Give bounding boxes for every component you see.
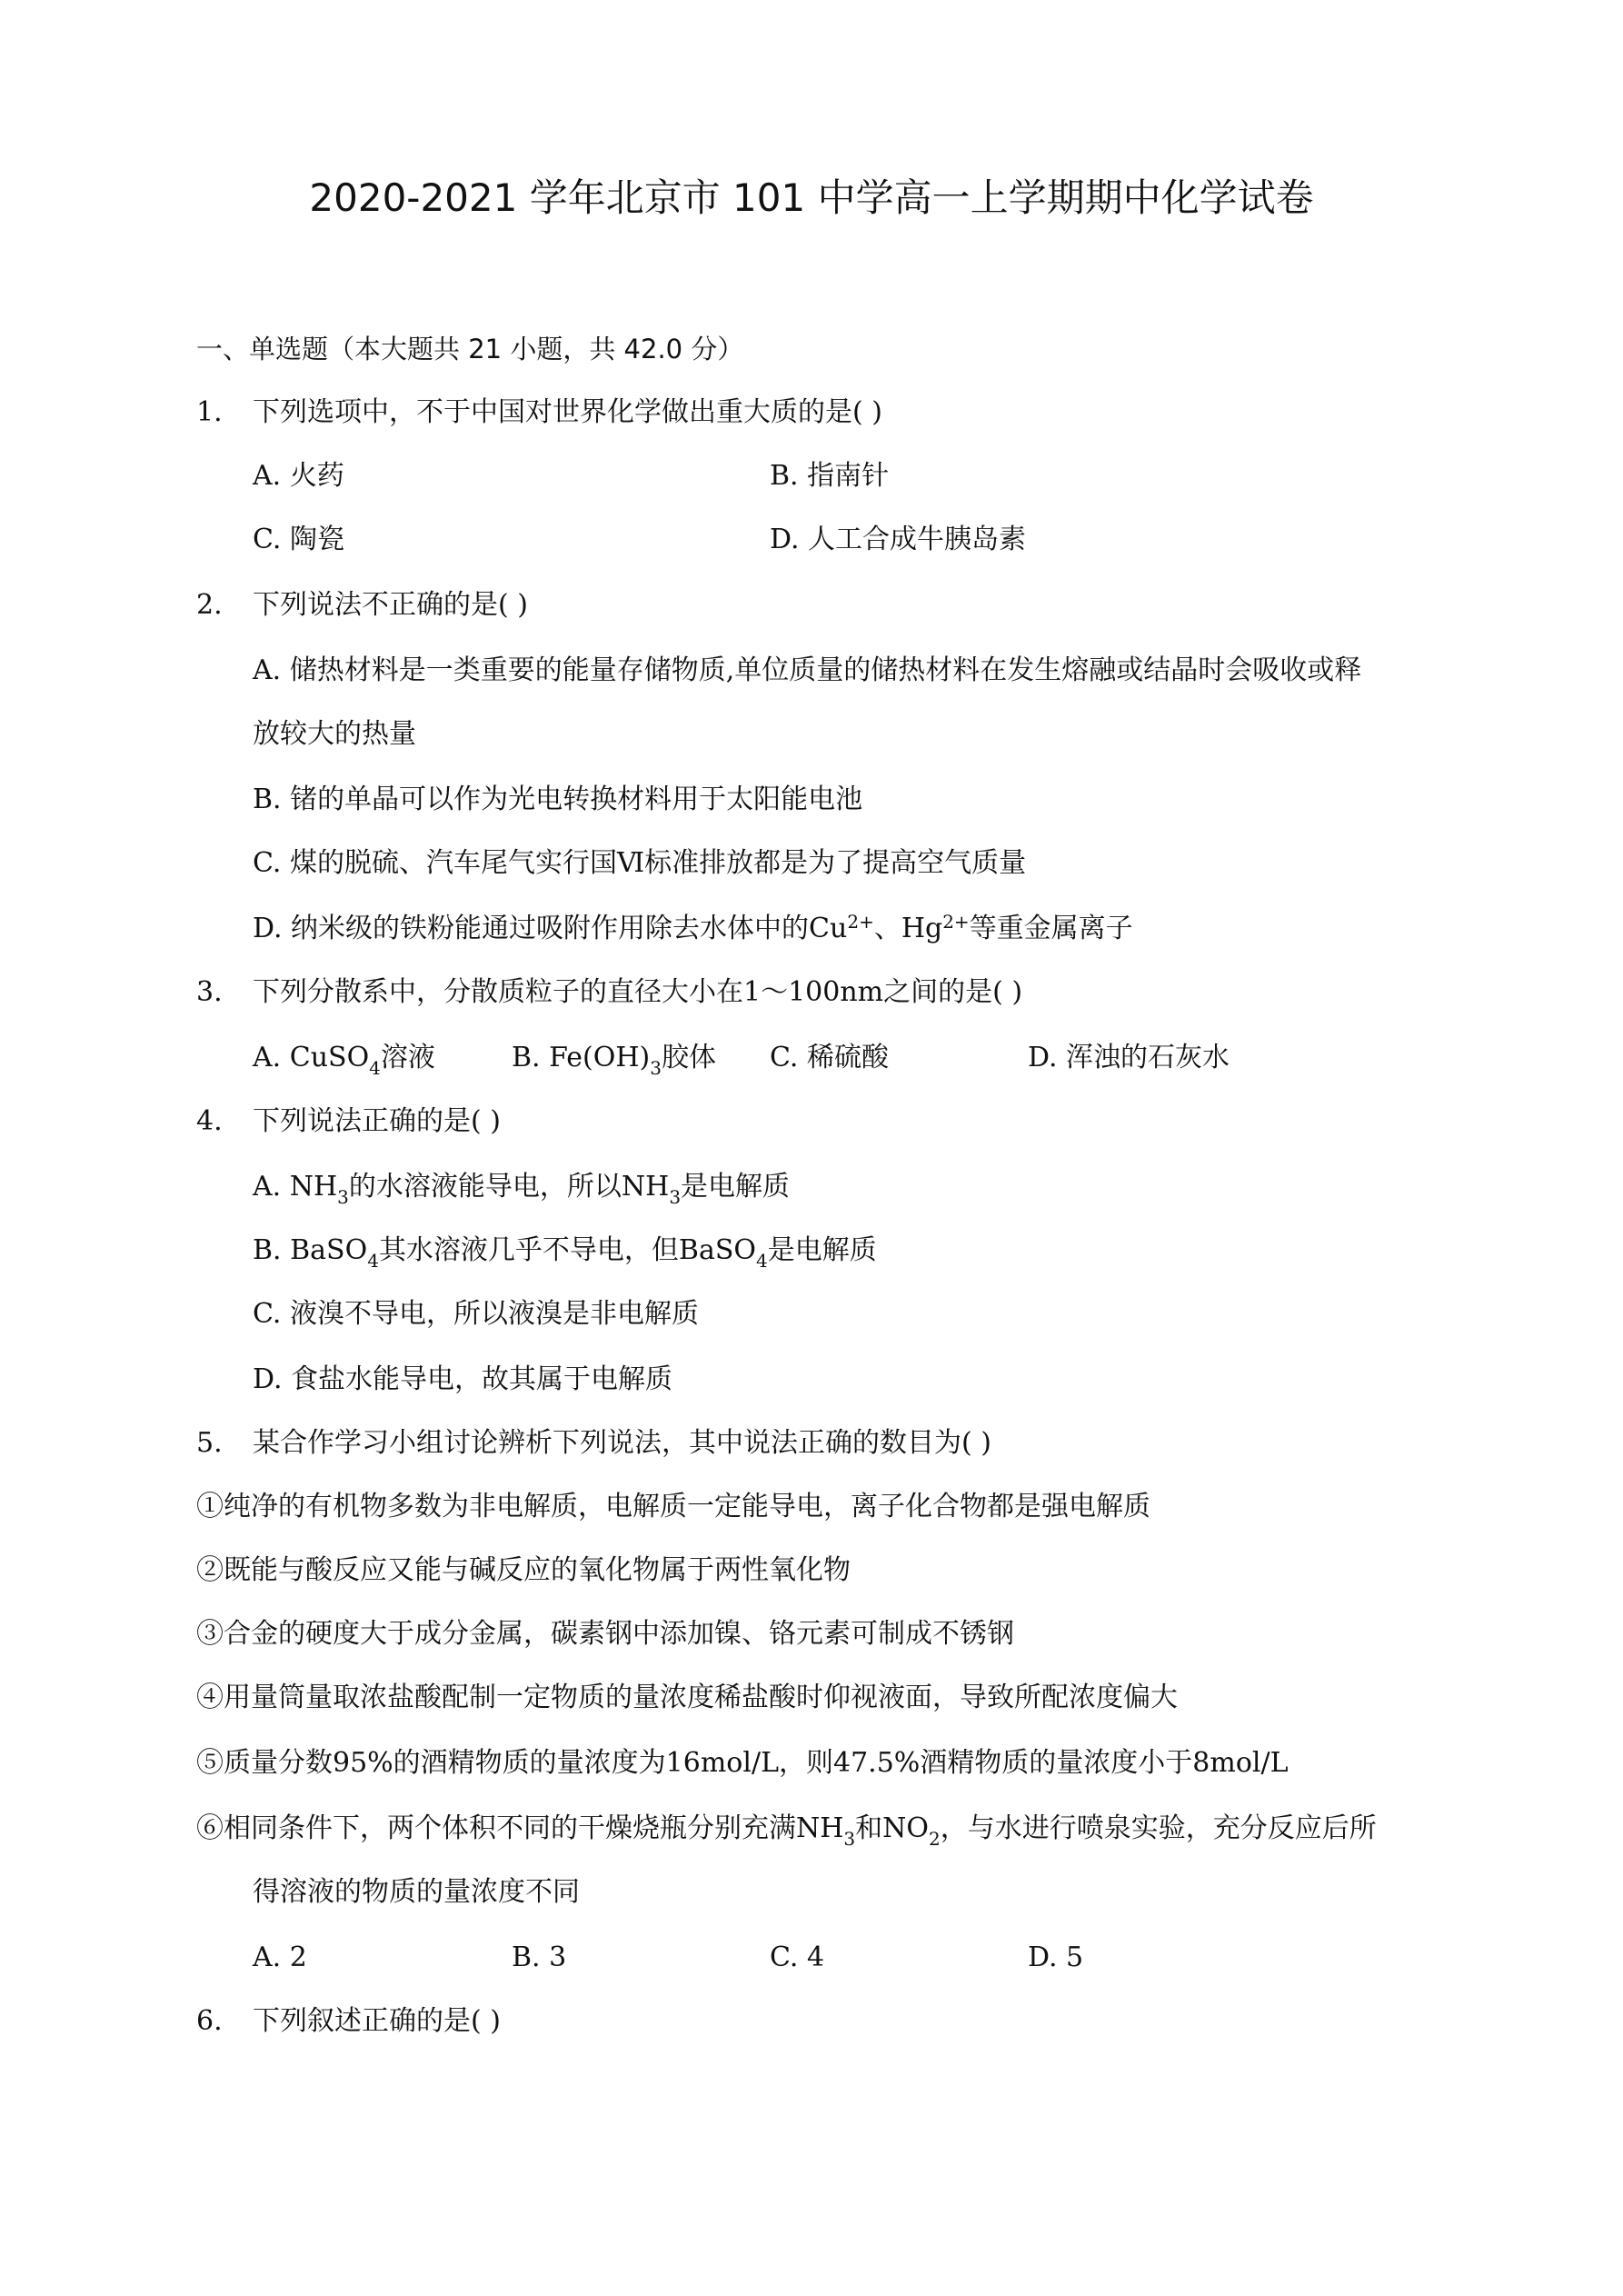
option-c: C. 陶瓷 — [253, 524, 344, 555]
question-number: 4. — [196, 1105, 223, 1137]
option-b-text: 其水溶液几乎不导电，但BaSO — [378, 1234, 757, 1266]
option-a: A. 2 — [253, 1942, 307, 1973]
statement-5: ⑤质量分数95%的酒精物质的量浓度为16mol/L，则47.5%酒精物质的量浓度小于8mol/L — [196, 1747, 1289, 1779]
statement-6-continuation: 得溶液的物质的量浓度不同 — [253, 1876, 580, 1908]
option-a — [253, 1038, 435, 1080]
option-b-text: B. Fe(OH) — [512, 1042, 651, 1073]
option-d-text: D. 纳米级的铁粉能通过吸附作用除去水体中的Cu — [253, 913, 848, 944]
statement-6-text: ，与水进行喷泉实验，充分反应后所 — [940, 1812, 1377, 1844]
option-c: C. 煤的脱硫、汽车尾气实行国Ⅵ标准排放都是为了提高空气质量 — [253, 847, 1027, 879]
subscript: 2 — [929, 1828, 941, 1850]
question-number: 6. — [196, 2005, 223, 2037]
option-d — [253, 909, 1133, 951]
option-b — [253, 1231, 877, 1273]
statement-6-text: 和NO — [855, 1812, 930, 1844]
subscript: 4 — [756, 1250, 768, 1272]
subscript: 3 — [337, 1186, 349, 1208]
question-number: 1. — [196, 396, 223, 428]
question-text: 下列说法正确的是( ) — [253, 1105, 501, 1137]
subscript: 3 — [650, 1057, 662, 1079]
statement-2: ②既能与酸反应又能与碱反应的氧化物属于两性氧化物 — [196, 1554, 851, 1586]
option-a: A. 储热材料是一类重要的能量存储物质,单位质量的储热材料在发生熔融或结晶时会吸收或释 — [253, 654, 1362, 686]
question-text: 下列说法不正确的是( ) — [253, 589, 528, 621]
question-number: 3. — [196, 976, 223, 1008]
option-a-text: A. CuSO — [253, 1042, 370, 1073]
option-b: B. 指南针 — [770, 460, 890, 492]
subscript: 4 — [367, 1250, 379, 1272]
option-c: C. 稀硫酸 — [770, 1042, 889, 1073]
statement-4: ④用量筒量取浓盐酸配制一定物质的量浓度稀盐酸时仰视液面，导致所配浓度偏大 — [196, 1682, 1178, 1713]
option-b: B. 锗的单晶可以作为光电转换材料用于太阳能电池 — [253, 784, 863, 815]
statement-6-text: ⑥相同条件下，两个体积不同的干燥烧瓶分别充满NH — [196, 1812, 844, 1844]
option-d-text: 、Hg — [873, 913, 943, 944]
option-c: C. 液溴不导电，所以液溴是非电解质 — [253, 1298, 699, 1330]
option-a-text: 溶液 — [380, 1042, 435, 1073]
question-number: 2. — [196, 589, 223, 621]
subscript: 3 — [669, 1186, 682, 1208]
statement-6 — [196, 1809, 1377, 1851]
option-a-text: 的水溶液能导电，所以NH — [348, 1171, 670, 1203]
subscript: 3 — [843, 1828, 856, 1850]
question-text: 下列选项中，不于中国对世界化学做出重大质的是( ) — [253, 396, 882, 428]
option-b-text: B. BaSO — [253, 1234, 368, 1266]
option-a-text: A. NH — [253, 1171, 338, 1203]
option-d: D. 人工合成牛胰岛素 — [770, 524, 1027, 555]
superscript: 2+ — [942, 911, 970, 933]
question-text: 某合作学习小组讨论辨析下列说法，其中说法正确的数目为( ) — [253, 1427, 991, 1459]
question-text: 下列叙述正确的是( ) — [253, 2005, 501, 2037]
option-d: D. 食盐水能导电，故其属于电解质 — [253, 1363, 673, 1395]
option-d: D. 5 — [1028, 1942, 1084, 1973]
option-a-text: 是电解质 — [681, 1171, 791, 1203]
question-number: 5. — [196, 1427, 223, 1459]
subscript: 4 — [369, 1057, 381, 1079]
superscript: 2+ — [847, 911, 874, 933]
option-a — [253, 1167, 790, 1209]
option-b — [512, 1038, 716, 1080]
page-title: 2020-2021 学年北京市 101 中学高一上学期期中化学试卷 — [309, 175, 1314, 220]
question-text: 下列分散系中，分散质粒子的直径大小在1～100nm之间的是( ) — [253, 976, 1023, 1008]
option-d-text: 等重金属离子 — [969, 913, 1133, 944]
option-a-continuation: 放较大的热量 — [253, 718, 416, 750]
option-d: D. 浑浊的石灰水 — [1028, 1042, 1230, 1073]
option-b-text: 胶体 — [661, 1042, 716, 1073]
option-a: A. 火药 — [253, 460, 344, 492]
option-b: B. 3 — [512, 1942, 567, 1973]
section-heading: 一、单选题（本大题共 21 小题，共 42.0 分） — [196, 334, 744, 364]
statement-1: ①纯净的有机物多数为非电解质，电解质一定能导电，离子化合物都是强电解质 — [196, 1491, 1150, 1522]
option-b-text: 是电解质 — [767, 1234, 877, 1266]
option-c: C. 4 — [770, 1942, 825, 1973]
statement-3: ③合金的硬度大于成分金属，碳素钢中添加镍、铬元素可制成不锈钢 — [196, 1618, 1014, 1650]
